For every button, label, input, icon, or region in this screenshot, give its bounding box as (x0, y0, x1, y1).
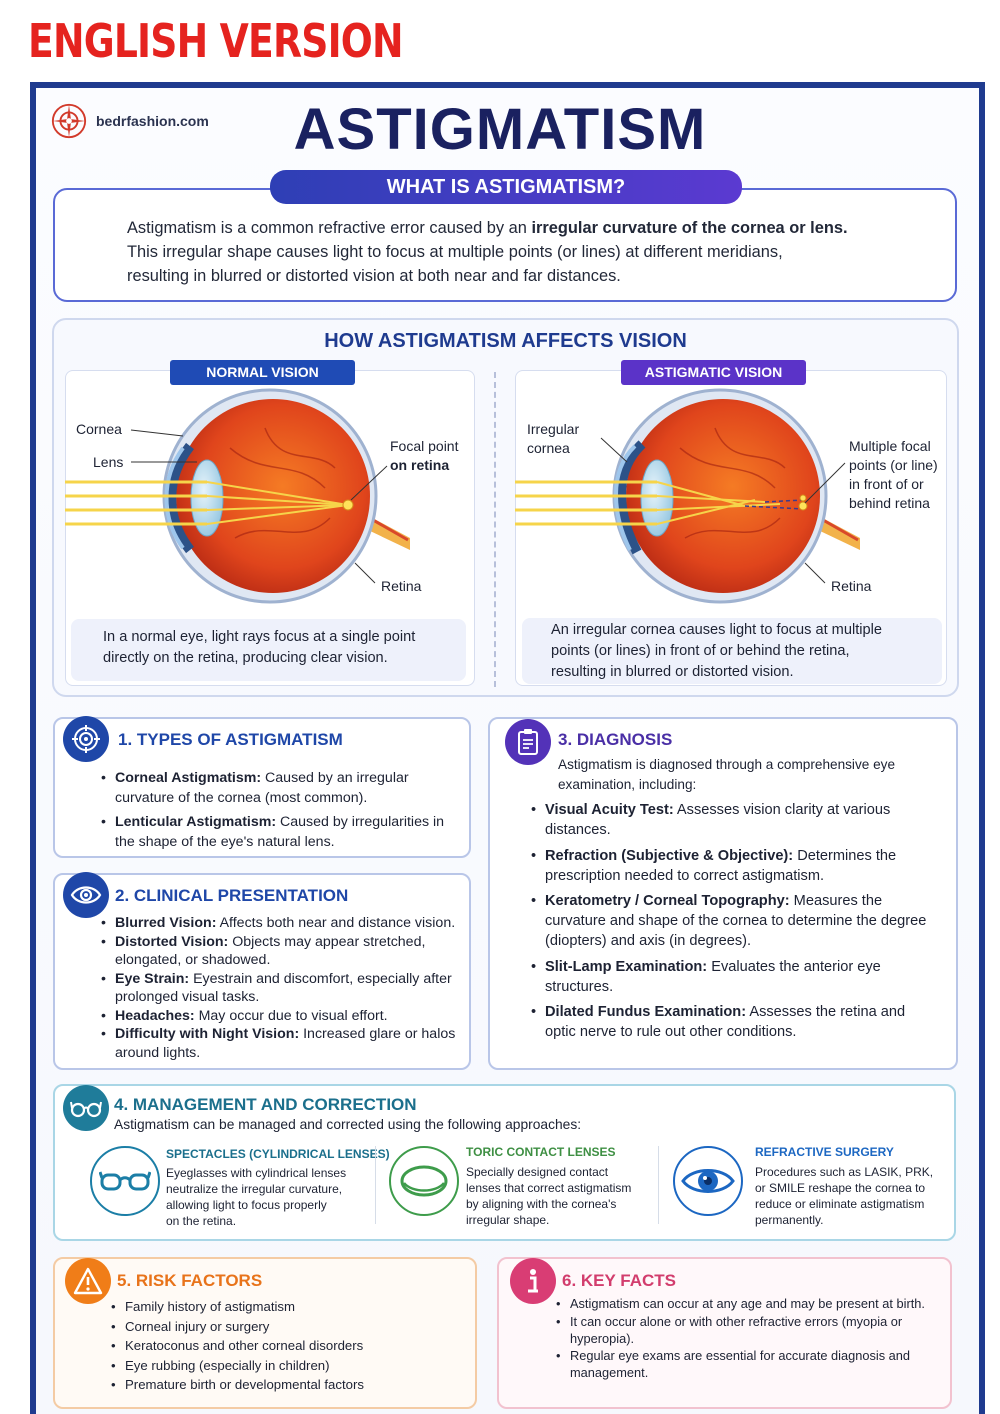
spectacles-line: allowing light to focus properly (166, 1198, 327, 1212)
what-is-heading: WHAT IS ASTIGMATISM? (270, 170, 742, 204)
multi-line4: behind retina (849, 495, 930, 511)
management-title: 4. MANAGEMENT AND CORRECTION (114, 1095, 417, 1114)
diagnosis-title: 3. DIAGNOSIS (558, 730, 673, 749)
logo-text: bedrfashion.com (96, 113, 209, 129)
spectacles-text (166, 1165, 346, 1229)
normal-vision-label: NORMAL VISION (170, 360, 355, 385)
clinical-desc: Eyestrain and discomfort, especially after prolonged visual tasks. (115, 970, 452, 1005)
what-line1: Astigmatism is a common refractive error caused by an (127, 219, 532, 237)
diagnosis-term: Dilated Fundus Examination: (545, 1004, 747, 1020)
risk-factors-list (111, 1297, 451, 1395)
astig-caption-line3: resulting in blurred or distorted vision. (551, 664, 794, 680)
surgery-line: Procedures such as LASIK, PRK, (755, 1165, 934, 1179)
clinical-term: Blurred Vision: (115, 915, 217, 931)
types-term: Corneal Astigmatism: (115, 770, 262, 786)
surgery-line: permanently. (755, 1213, 824, 1227)
panel-divider (494, 372, 496, 687)
info-icon (510, 1258, 556, 1304)
multi-line2: points (or line) (849, 457, 938, 473)
clinical-list (101, 914, 466, 1062)
multiple-focal-label (849, 437, 938, 513)
what-line3: resulting in blurred or distorted vision at both near and far distances. (127, 267, 621, 285)
retina-label-normal: Retina (381, 578, 422, 594)
list-item: • Corneal injury or surgery (111, 1317, 451, 1337)
list-item: • Regular eye exams are essential for accurate diagnosis and management. (556, 1347, 926, 1381)
toric-line: lenses that correct astigmatism (466, 1181, 632, 1195)
irregular-line1: Irregular (527, 421, 580, 437)
astigmatic-vision-caption (522, 618, 942, 684)
list-item: • Premature birth or developmental factors (111, 1375, 451, 1395)
clinical-term: Distorted Vision: (115, 933, 229, 950)
clinical-term: Eye Strain: (115, 970, 190, 987)
toric-line: Specially designed contact (466, 1165, 609, 1179)
types-term: Lenticular Astigmatism: (115, 814, 277, 830)
clinical-desc: Increased glare or halos around lights. (115, 1026, 456, 1061)
diagnosis-term: Keratometry / Corneal Topography: (545, 893, 790, 909)
diagnosis-desc: Evaluates the anterior eye structures. (545, 958, 881, 995)
toric-title: TORIC CONTACT LENSES (466, 1145, 616, 1159)
toric-text (466, 1164, 631, 1228)
toric-line: irregular shape. (466, 1213, 550, 1227)
clinical-desc: May occur due to visual effort. (194, 1007, 388, 1024)
retina-label-astigmatic: Retina (831, 578, 872, 594)
types-desc: Caused by irregularities in the shape of the eye's natural lens. (115, 814, 445, 850)
diagnosis-intro: Astigmatism is diagnosed through a comprehensive eye examination, including: (558, 757, 896, 792)
clinical-desc: Objects may appear stretched, elongated, or shadowed. (115, 933, 426, 968)
spectacles-title: SPECTACLES (CYLINDRICAL LENSES) (166, 1147, 390, 1161)
diagnosis-term: Refraction (Subjective & Objective): (545, 847, 794, 864)
page-title: ASTIGMATISM (293, 97, 707, 162)
diagnosis-desc: Assesses vision clarity at various distances. (545, 802, 891, 838)
multi-line3: in front of or (849, 476, 924, 492)
clinical-term: Difficulty with Night Vision: (115, 1026, 300, 1042)
what-line1-bold: irregular curvature of the cornea or lens. (531, 219, 848, 237)
astig-caption-line2: points (or lines) in front of or behind the retina, (551, 643, 850, 659)
normal-vision-caption (71, 619, 466, 681)
irregular-line2: cornea (527, 440, 570, 456)
diagnosis-term: Slit-Lamp Examination: (545, 958, 708, 975)
key-facts-title: 6. KEY FACTS (562, 1271, 676, 1290)
version-label: ENGLISH VERSION (28, 14, 403, 68)
list-item: • It can occur alone or with other refractive errors (myopia or hyperopia). (556, 1313, 926, 1347)
types-desc: Caused by an irregular curvature of the cornea (most common). (115, 770, 409, 806)
management-intro: Astigmatism can be managed and corrected using the following approaches: (114, 1117, 582, 1132)
focal-point-label (390, 437, 458, 475)
spectacles-line: neutralize the irregular curvature, (166, 1182, 343, 1196)
types-list (101, 768, 461, 856)
clipboard-icon (505, 719, 551, 765)
lens-label: Lens (93, 454, 124, 470)
surgery-title: REFRACTIVE SURGERY (755, 1145, 894, 1159)
spectacles-icon (90, 1146, 160, 1216)
astig-caption-line1: An irregular cornea causes light to focus at multiple (551, 622, 882, 638)
eye-surgery-icon (673, 1146, 743, 1216)
diagnosis-desc: Assesses the retina and optic nerve to rule out other conditions. (545, 1004, 906, 1040)
target-icon (63, 716, 109, 762)
list-item (101, 1025, 466, 1062)
toric-line: by aligning with the cornea's (466, 1197, 617, 1211)
list-item (101, 970, 466, 1007)
cornea-label: Cornea (76, 421, 122, 437)
list-item: • Astigmatism can occur at any age and may be present at birth. (556, 1295, 926, 1312)
list-item (101, 933, 466, 970)
irregular-cornea-label (527, 420, 579, 458)
surgery-line: or SMILE reshape the cornea to (755, 1181, 926, 1195)
list-item (531, 846, 931, 886)
diagnosis-desc: Determines the prescription needed to correct astigmatism. (545, 847, 897, 884)
focal-point-line1: Focal point (390, 438, 459, 454)
management-divider (375, 1146, 376, 1224)
list-item (101, 1007, 466, 1026)
surgery-text (755, 1164, 933, 1228)
diagnosis-list (531, 800, 931, 1048)
normal-caption-line2: directly on the retina, producing clear vision. (103, 650, 388, 666)
surgery-line: reduce or eliminate astigmatism (755, 1197, 925, 1211)
list-item (531, 800, 931, 840)
multi-line1: Multiple focal (849, 438, 931, 454)
what-line2: This irregular shape causes light to focus at multiple points (or lines) at different meridians, (127, 243, 783, 261)
spectacles-line: Eyeglasses with cylindrical lenses (166, 1166, 347, 1180)
astigmatic-vision-label: ASTIGMATIC VISION (621, 360, 806, 385)
list-item (531, 1002, 931, 1042)
what-is-text (127, 216, 887, 288)
management-divider (658, 1146, 659, 1224)
types-title: 1. TYPES OF ASTIGMATISM (118, 730, 343, 749)
list-item (101, 812, 461, 852)
diagnosis-term: Visual Acuity Test: (545, 802, 674, 818)
list-item (101, 914, 466, 933)
clinical-title: 2. CLINICAL PRESENTATION (115, 886, 349, 905)
list-item (101, 768, 461, 808)
list-item: • Eye rubbing (especially in children) (111, 1356, 451, 1376)
key-facts-list (556, 1295, 926, 1381)
spectacles-line: on the retina. (166, 1214, 237, 1228)
focal-point-line2: on retina (390, 457, 450, 473)
list-item (531, 957, 931, 997)
clinical-desc: Affects both near and distance vision. (216, 915, 456, 931)
warning-icon (65, 1258, 111, 1304)
risk-factors-title: 5. RISK FACTORS (117, 1271, 263, 1290)
contact-lens-icon (389, 1146, 459, 1216)
what-is-box (53, 188, 957, 302)
clinical-term: Headaches: (115, 1007, 195, 1024)
diagnosis-desc: Measures the curvature and shape of the cornea to determine the degree (diopters) and axis (in degrees). (545, 893, 927, 949)
glasses-icon (63, 1085, 109, 1131)
list-item: • Keratoconus and other corneal disorders (111, 1336, 451, 1356)
list-item (531, 891, 931, 951)
eye-icon (63, 872, 109, 918)
normal-caption-line1: In a normal eye, light rays focus at a single point (103, 629, 416, 645)
list-item: • Family history of astigmatism (111, 1297, 451, 1317)
affects-heading: HOW ASTIGMATISM AFFECTS VISION (324, 330, 687, 352)
